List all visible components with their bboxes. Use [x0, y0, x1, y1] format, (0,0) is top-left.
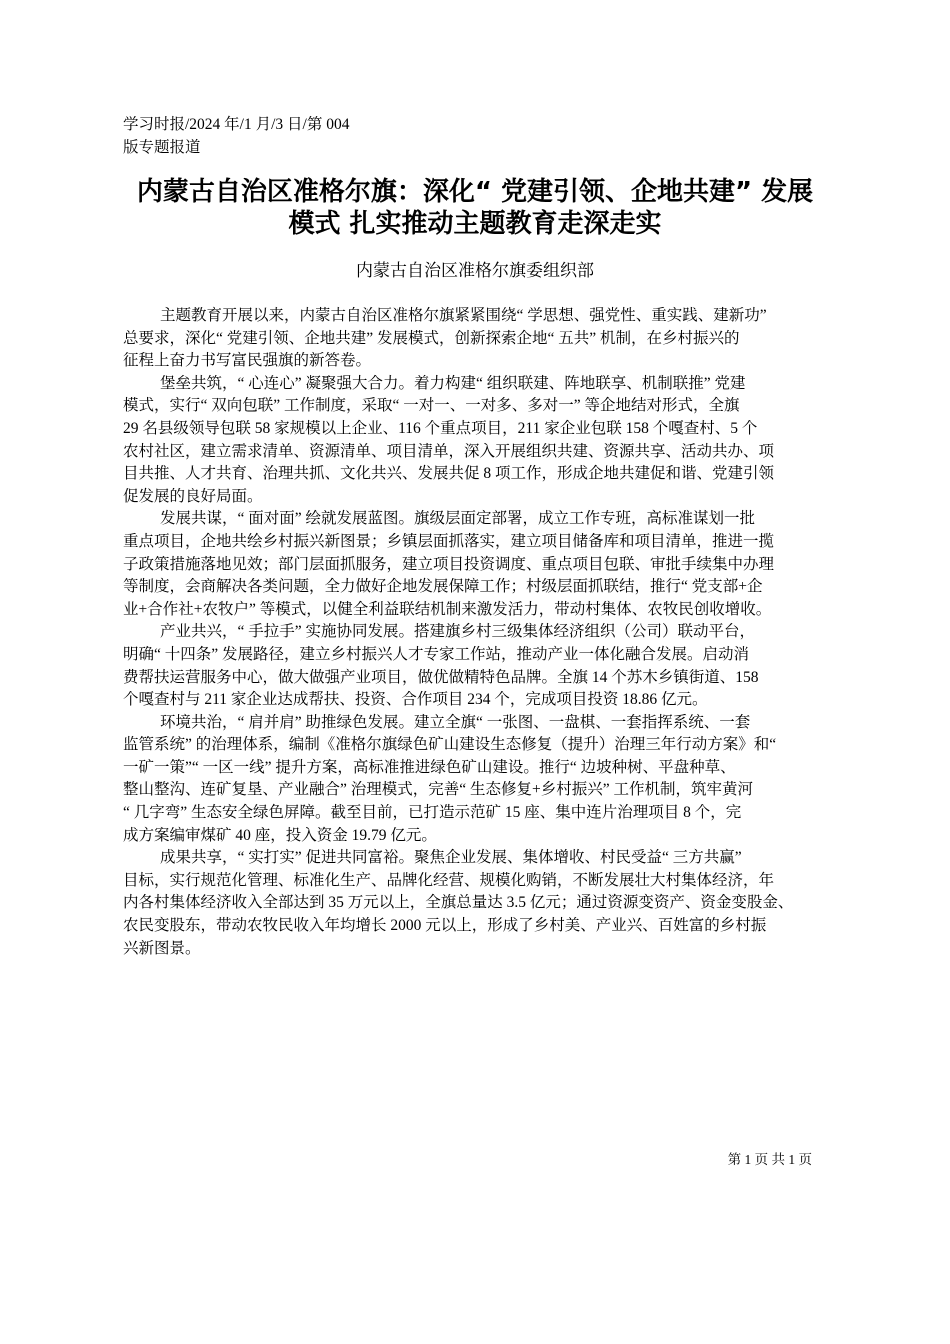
- paragraph-line: 总要求，深化“ 党建引领、企地共建” 发展模式，创新探索企地“ 五共” 机制，在乡村振兴的: [123, 329, 740, 347]
- paragraph-line: 促发展的良好局面。: [123, 487, 263, 505]
- source-line: 版专题报道: [123, 139, 201, 156]
- paragraph: [123, 712, 833, 848]
- paragraph-line: 重点项目，企地共绘乡村振兴新图景；乡镇层面抓落实，建立项目储备库和项目清单，推进一揽: [123, 532, 775, 550]
- source-line: 学习时报/2024 年/1 月/3 日/第 004: [123, 116, 350, 133]
- paragraph-line: 兴新图景。: [123, 939, 201, 957]
- paragraph-line: 模式，实行“ 双向包联” 工作制度，采取“ 一对一、一对多、多对一” 等企地结对形式，全旗: [123, 397, 740, 415]
- article-author: 内蒙古自治区准格尔旗委组织部: [356, 261, 594, 280]
- paragraph-line: 个嘎查村与 211 家企业达成帮扶、投资、合作项目 234 个，完成项目投资 18.86 亿元。: [123, 691, 708, 709]
- title-line: 内蒙古自治区准格尔旗：深化“ 党建引领、企地共建” 发展: [136, 177, 814, 207]
- paragraph-line: 一矿一策”“ 一区一线” 提升方案，高标准推进绿色矿山建设。推行“ 边坡种树、平盘种草、: [123, 758, 736, 776]
- article-body: [123, 305, 833, 960]
- paragraph-line: “ 几字弯” 生态安全绿色屏障。截至目前，已打造示范矿 15 座、集中连片治理项目 8 个，完: [123, 804, 742, 822]
- paragraph: [123, 508, 833, 621]
- paragraph-line: 农村社区，建立需求清单、资源清单、项目清单，深入开展组织共建、资源共享、活动共办、项: [123, 442, 775, 460]
- paragraph-line: 费帮扶运营服务中心，做大做强产业项目，做优做精特色品牌。全旗 14 个苏木乡镇街道、158: [123, 668, 759, 686]
- article-title: [100, 176, 850, 240]
- paragraph-line: 监管系统” 的治理体系，编制《准格尔旗绿色矿山建设生态修复（提升）治理三年行动方案》和“: [123, 736, 777, 754]
- paragraph-line: 内各村集体经济收入全部达到 35 万元以上，全旗总量达 3.5 亿元；通过资源变资产、资金变股金、: [123, 894, 794, 912]
- paragraph-line: 明确“ 十四条” 发展路径，建立乡村振兴人才专家工作站，推动产业一体化融合发展。启动消: [123, 645, 750, 663]
- paragraph-line: 整山整沟、连矿复垦、产业融合” 治理模式，完善“ 生态修复+乡村振兴” 工作机制，筑牢黄河: [123, 781, 754, 799]
- paragraph-line: 等制度，会商解决各类问题，全力做好企地发展保障工作；村级层面抓联结，推行“ 党支部+企: [123, 578, 763, 596]
- paragraph-line: 业+合作社+农牧户” 等模式，以健全利益联结机制来激发活力，带动村集体、农牧民创收增收。: [123, 600, 772, 618]
- paragraph-line: 成方案编审煤矿 40 座，投入资金 19.79 亿元。: [123, 826, 437, 844]
- paragraph-line: 征程上奋力书写富民强旗的新答卷。: [123, 352, 372, 370]
- paragraph-line: 目标，实行规范化管理、标准化生产、品牌化经营、规模化购销，不断发展壮大村集体经济，年: [123, 871, 775, 889]
- paragraph-line: 产业共兴，“ 手拉手” 实施协同发展。搭建旗乡村三级集体经济组织（公司）联动平台，: [160, 623, 756, 641]
- paragraph-line: 发展共谋，“ 面对面” 绘就发展蓝图。旗级层面定部署，成立工作专班，高标准谋划一批: [160, 510, 756, 528]
- paragraph-line: 主题教育开展以来，内蒙古自治区准格尔旗紧紧围绕“ 学思想、强党性、重实践、建新功”: [160, 307, 767, 324]
- paragraph: [123, 305, 833, 373]
- paragraph: [123, 373, 833, 509]
- paragraph: [123, 621, 833, 711]
- paragraph-line: 目共推、人才共育、治理共抓、文化共兴、发展共促 8 项工作，形成企地共建促和谐、党建引领: [123, 465, 775, 483]
- paragraph-line: 29 名县级领导包联 58 家规模以上企业、116 个重点项目，211 家企业包联 158 个嘎查村、5 个: [123, 419, 758, 437]
- paragraph-line: 成果共享，“ 实打实” 促进共同富裕。聚焦企业发展、集体增收、村民受益“ 三方共赢”: [160, 849, 742, 867]
- paragraph-line: 堡垒共筑，“ 心连心” 凝聚强大合力。着力构建“ 组织联建、阵地联享、机制联推” 党建: [160, 374, 746, 392]
- source-info: [123, 113, 349, 159]
- title-line: 模式 扎实推动主题教育走深走实: [288, 209, 662, 239]
- paragraph-line: 子政策措施落地见效；部门层面抓服务，建立项目投资调度、重点项目包联、审批手续集中办理: [123, 555, 775, 573]
- paragraph-line: 农民变股东，带动农牧民收入年均增长 2000 元以上，形成了乡村美、产业兴、百姓富的乡村振: [123, 917, 767, 935]
- paragraph-line: 环境共治，“ 肩并肩” 助推绿色发展。建立全旗“ 一张图、一盘棋、一套指挥系统、一套: [160, 713, 751, 731]
- paragraph: [123, 847, 833, 960]
- page-number: 第 1 页 共 1 页: [727, 1152, 812, 1167]
